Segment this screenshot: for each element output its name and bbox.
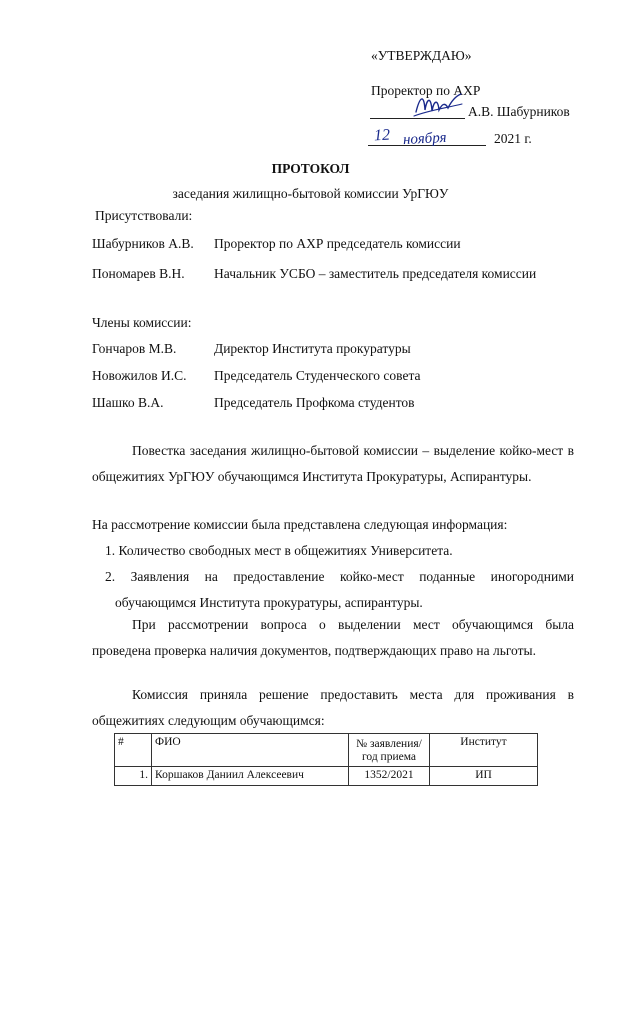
member-name: Новожилов И.С. — [92, 368, 187, 383]
present-person-name: Шабурников А.В. — [92, 236, 194, 251]
col-header-institute: Институт — [430, 734, 538, 767]
member-role: Председатель Профкома студентов — [214, 395, 415, 410]
member-role: Директор Института прокуратуры — [214, 341, 411, 356]
table-row — [115, 767, 538, 785]
decision-paragraph: Комиссия приняла решение предоставить места для проживания в общежитиях следующим обучающимся: — [92, 687, 574, 728]
members-heading: Члены комиссии: — [92, 315, 192, 330]
review-paragraph: При рассмотрении вопроса о выделении мест обучающимся была проведена проверка наличия документов, подтверждающих право на льготы. — [92, 617, 574, 658]
agenda-paragraph: Повестка заседания жилищно-бытовой комиссии – выделение койко-мест в общежитиях УрГЮУ обучающимся Института Прокуратуры, Аспирантуры. — [92, 443, 574, 484]
present-person-name: Пономарев В.Н. — [92, 266, 185, 281]
member-name: Гончаров М.В. — [92, 341, 177, 356]
col-header-fio: ФИО — [152, 734, 349, 767]
cell-application: 1352/2021 — [349, 767, 430, 785]
present-person-role: Проректор по АХР председатель комиссии — [214, 236, 461, 251]
table-header-row — [115, 734, 538, 767]
col-header-application: № заявления/год приема — [349, 734, 430, 767]
review-block — [92, 612, 574, 664]
info-block — [92, 512, 574, 616]
present-person-role: Начальник УСБО – заместитель председателя комиссии — [214, 266, 537, 281]
decision-block — [92, 682, 574, 734]
students-table — [114, 733, 538, 786]
cell-number: 1. — [115, 767, 152, 785]
cell-institute: ИП — [430, 767, 538, 785]
member-name: Шашко В.А. — [92, 395, 164, 410]
document-body — [92, 438, 574, 490]
date-year: 2021 г. — [494, 131, 532, 146]
document-title: ПРОТОКОЛ — [271, 161, 350, 176]
info-intro: На рассмотрение комиссии была представлена следующая информация: — [92, 517, 508, 532]
present-heading: Присутствовали: — [95, 208, 193, 223]
approval-stamp: «УТВЕРЖДАЮ» — [371, 48, 472, 63]
cell-fio: Коршаков Даниил Алексеевич — [152, 767, 349, 785]
document-subtitle: заседания жилищно-бытовой комиссии УрГЮУ — [172, 186, 449, 201]
member-role: Председатель Студенческого совета — [214, 368, 421, 383]
handwritten-signature — [412, 90, 464, 120]
list-item: 1. Количество свободных мест в общежитиях Университета. — [105, 543, 453, 558]
approver-name: А.В. Шабурников — [468, 104, 570, 119]
approver-role: Проректор по АХР — [371, 83, 481, 98]
date-day: 12 — [373, 126, 391, 145]
list-item: 2. Заявления на предоставление койко-мест поданные иногородними обучающимся Института прокуратуры, аспирантуры. — [105, 569, 574, 610]
date-month: ноября — [402, 129, 447, 149]
col-header-number: # — [115, 734, 152, 767]
